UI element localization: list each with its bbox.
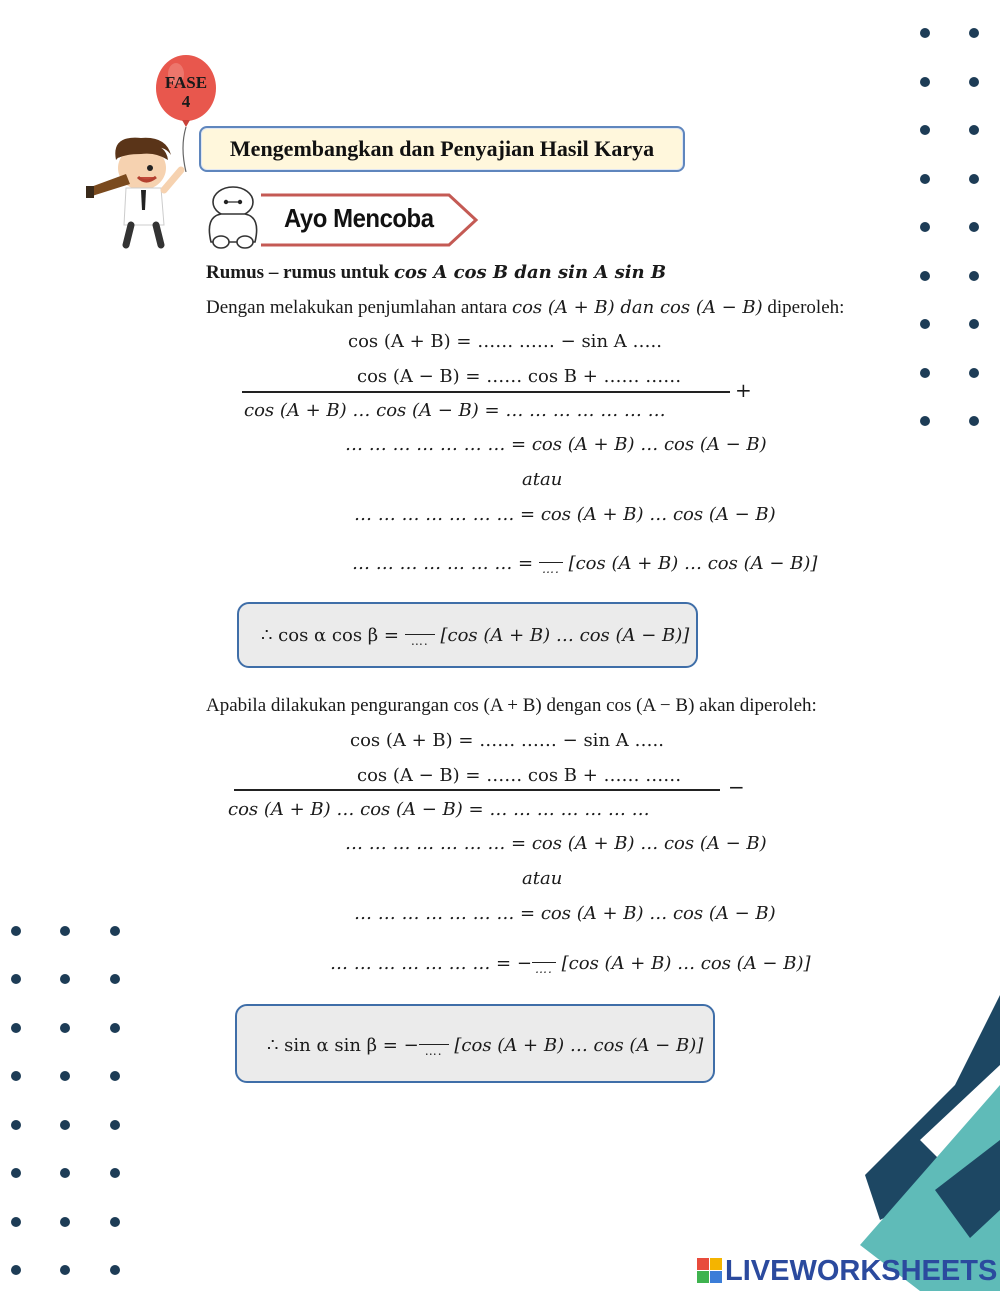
result-sin-fraction bbox=[419, 1030, 449, 1058]
s2-difference-line bbox=[234, 789, 720, 791]
s1-eq6 bbox=[352, 550, 817, 578]
result-cos-rhs: [cos (A + B) … cos (A − B)] bbox=[434, 625, 690, 646]
liveworksheets-logo bbox=[697, 1255, 997, 1287]
s2-eq4: … … … … … … … = cos (A + B) … cos (A − B) bbox=[345, 833, 767, 854]
s1-eq1: cos (A + B) = …… …… − sin A ….. bbox=[348, 331, 662, 352]
s2-eq6-rhs: [cos (A + B) … cos (A − B)] bbox=[555, 953, 811, 974]
s1-eq4: … … … … … … … = cos (A + B) … cos (A − B) bbox=[345, 434, 767, 455]
result-sin-lhs: ∴ sin α sin β = − bbox=[267, 1035, 419, 1056]
robot-mascot-icon bbox=[203, 182, 263, 250]
section1-heading bbox=[206, 261, 666, 285]
s2-eq3: cos (A + B) … cos (A − B) = … … … … … … … bbox=[228, 799, 650, 820]
result-cos-lhs: ∴ cos α cos β = bbox=[261, 625, 405, 646]
s1-eq2: cos (A − B) = …… cos B + …… …… bbox=[357, 366, 682, 387]
s1-sum-line bbox=[242, 391, 730, 393]
heading-math: cos A cos B dan sin A sin B bbox=[393, 262, 667, 283]
result-cos-fraction bbox=[405, 620, 435, 648]
boy-telescope-icon bbox=[86, 130, 196, 250]
s1-atau: atau bbox=[522, 469, 563, 490]
corner-decoration bbox=[840, 990, 1000, 1291]
s1-plus-sign: + bbox=[735, 378, 752, 402]
result-cos-formula bbox=[261, 622, 689, 650]
result-sin-formula bbox=[267, 1032, 703, 1060]
s1-eq3: cos (A + B) … cos (A − B) = … … … … … … … bbox=[244, 400, 666, 421]
section1-intro bbox=[206, 296, 844, 320]
s2-eq6-lhs: … … … … … … … = − bbox=[330, 953, 532, 974]
result-box-sin bbox=[235, 1004, 715, 1083]
intro-text-b: diperoleh: bbox=[762, 297, 845, 318]
fase-word: FASE bbox=[164, 73, 208, 92]
result-sin-rhs: [cos (A + B) … cos (A − B)] bbox=[448, 1035, 704, 1056]
s1-eq6-rhs: [cos (A + B) … cos (A − B)] bbox=[562, 553, 818, 574]
s2-eq5: … … … … … … … = cos (A + B) … cos (A − B) bbox=[354, 903, 776, 924]
s2-eq1: cos (A + B) = …… …… − sin A ….. bbox=[350, 730, 664, 751]
s2-eq6 bbox=[330, 950, 811, 978]
s2-eq2: cos (A − B) = …… cos B + …… …… bbox=[357, 765, 682, 786]
page-title: Mengembangkan dan Penyajian Hasil Karya bbox=[229, 136, 655, 161]
s1-eq6-lhs: … … … … … … … = bbox=[352, 553, 539, 574]
liveworksheets-logo-icon bbox=[697, 1258, 723, 1284]
fase-number: 4 bbox=[181, 92, 191, 111]
result-box-cos bbox=[237, 602, 698, 668]
intro-math: cos (A + B) dan cos (A − B) bbox=[512, 297, 763, 318]
s1-eq6-denominator: …. bbox=[541, 562, 560, 576]
s1-eq5: … … … … … … … = cos (A + B) … cos (A − B) bbox=[354, 504, 776, 525]
s2-eq6-fraction bbox=[532, 948, 556, 976]
section2-intro: Apabila dilakukan pengurangan cos (A + B) dengan cos (A − B) akan diperoleh: bbox=[206, 695, 817, 716]
s2-minus-sign: − bbox=[728, 775, 745, 799]
fase-label bbox=[155, 73, 217, 111]
result-cos-denominator: …. bbox=[410, 634, 429, 648]
result-sin-denominator: …. bbox=[424, 1044, 443, 1058]
heading-prefix: Rumus – rumus untuk bbox=[206, 262, 394, 283]
s2-atau: atau bbox=[522, 868, 563, 889]
ayo-mencoba-label: Ayo Mencoba bbox=[284, 203, 434, 233]
s2-eq6-denominator: …. bbox=[535, 962, 553, 976]
intro-text-a: Dengan melakukan penjumlahan antara bbox=[206, 297, 512, 318]
header-title-box bbox=[199, 126, 685, 172]
s1-eq6-fraction bbox=[539, 548, 563, 576]
liveworksheets-logo-text: LIVEWORKSHEETS bbox=[725, 1254, 998, 1287]
